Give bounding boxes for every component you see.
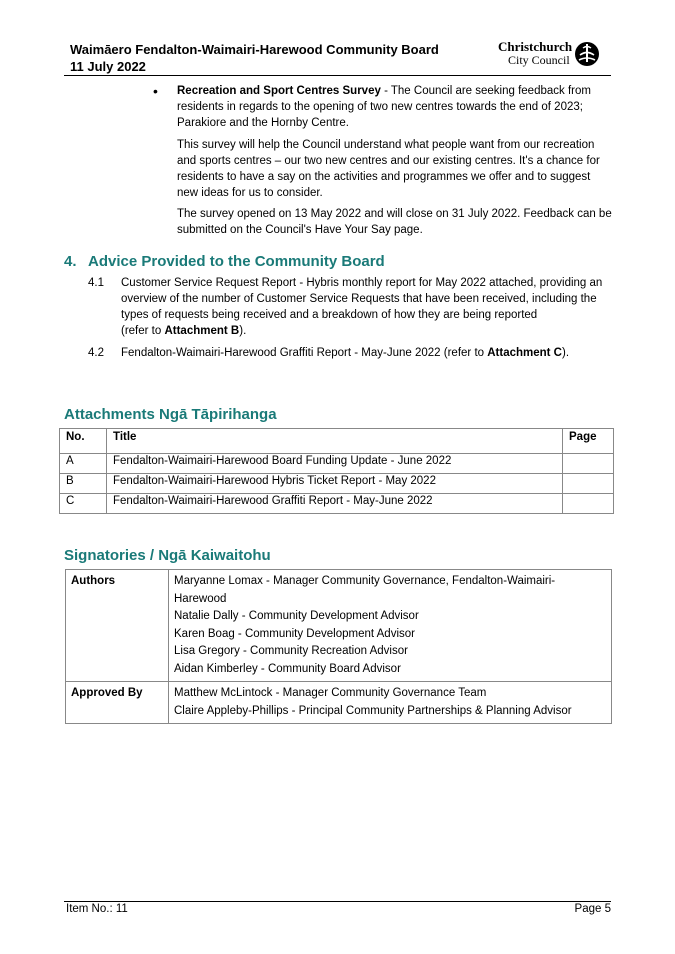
table-row	[60, 494, 614, 514]
item-number-4-1: 4.1	[88, 277, 104, 289]
bullet-paragraph-2: This survey will help the Council understand what people want from our recreation and sports centres – our two new centres and our existing centres. It's a chance for residents to have a say on the activities and programmes we offer and to suggest new ideas for us to consider.	[177, 139, 600, 199]
approver-entry: Claire Appleby-Phillips - Principal Community Partnerships & Planning Advisor	[174, 704, 572, 717]
item-number-4-2: 4.2	[88, 347, 104, 359]
author-entry: Aidan Kimberley - Community Board Advisor	[174, 662, 401, 675]
col-header-no: No.	[60, 429, 107, 454]
col-header-page: Page	[563, 429, 614, 454]
attachment-c-ref: Attachment C	[487, 347, 562, 359]
attachments-heading: Attachments Ngā Tāpirihanga	[64, 406, 277, 423]
author-entry: Lisa Gregory - Community Recreation Advisor	[174, 645, 408, 657]
bullet-icon: •	[153, 83, 158, 99]
signatories-table	[65, 569, 612, 724]
item-4-1-text: Customer Service Request Report - Hybris monthly report for May 2022 attached, providing an overview of the number of Customer Service Requests that have been received, including the types of requests being received and a breakdown of how they are being reported (refer to Attachment B).	[121, 277, 603, 337]
attachment-title: Fendalton-Waimairi-Harewood Hybris Ticket Report - May 2022	[107, 474, 563, 494]
section-title: Advice Provided to the Community Board	[88, 253, 385, 270]
bullet-paragraph-1: Recreation and Sport Centres Survey - The Council are seeking feedback from residents in regards to the opening of two new centres towards the end of 2023; Parakiore and the Hornby Centre.	[177, 85, 591, 129]
authors-row	[66, 570, 612, 682]
survey-title: Recreation and Sport Centres Survey	[177, 85, 381, 97]
authors-label: Authors	[66, 570, 169, 682]
authors-list	[169, 570, 612, 682]
table-row	[60, 454, 614, 474]
section-heading	[64, 252, 385, 272]
attachment-no: A	[60, 454, 107, 474]
footer-item-number: Item No.: 11	[66, 903, 128, 915]
attachment-title: Fendalton-Waimairi-Harewood Graffiti Report - May-June 2022	[107, 494, 563, 514]
logo-text-line2: City Council	[508, 53, 570, 67]
author-entry: Maryanne Lomax - Manager Community Governance, Fendalton-Waimairi-	[174, 575, 556, 587]
council-logo	[498, 40, 604, 70]
attachment-no: B	[60, 474, 107, 494]
footer-page-number: Page 5	[574, 903, 611, 915]
approved-row	[66, 682, 612, 724]
attachment-page	[563, 494, 614, 514]
attachment-page	[563, 474, 614, 494]
meeting-date: 11 July 2022	[70, 59, 146, 74]
header-title	[70, 41, 439, 75]
section-number: 4.	[64, 253, 77, 270]
attachments-table	[59, 428, 614, 514]
col-header-title: Title	[107, 429, 563, 454]
table-row	[60, 474, 614, 494]
attachment-title: Fendalton-Waimairi-Harewood Board Funding Update - June 2022	[107, 454, 563, 474]
author-entry: Harewood	[174, 592, 227, 605]
attachment-page	[563, 454, 614, 474]
footer-divider	[64, 901, 611, 902]
bullet-paragraph-3: The survey opened on 13 May 2022 and will close on 31 July 2022. Feedback can be submitted on the Council's Have Your Say page.	[177, 208, 612, 236]
attachment-b-ref: Attachment B	[164, 325, 240, 337]
approver-entry: Matthew McLintock - Manager Community Governance Team	[174, 687, 487, 699]
board-name: Waimāero Fendalton-Waimairi-Harewood Community Board	[70, 42, 439, 57]
attachment-no: C	[60, 494, 107, 514]
table-header-row	[60, 429, 614, 454]
signatories-heading: Signatories / Ngā Kaiwaitohu	[64, 547, 271, 564]
council-emblem-icon	[574, 41, 600, 67]
logo-text-line1: Christchurch	[498, 39, 573, 54]
approvers-list	[169, 682, 612, 724]
item-4-2-text: Fendalton-Waimairi-Harewood Graffiti Report - May-June 2022 (refer to Attachment C).	[121, 347, 570, 359]
author-entry: Natalie Dally - Community Development Advisor	[174, 610, 419, 622]
approved-label: Approved By	[66, 682, 169, 724]
author-entry: Karen Boag - Community Development Advisor	[174, 627, 415, 640]
header-divider	[64, 75, 611, 76]
